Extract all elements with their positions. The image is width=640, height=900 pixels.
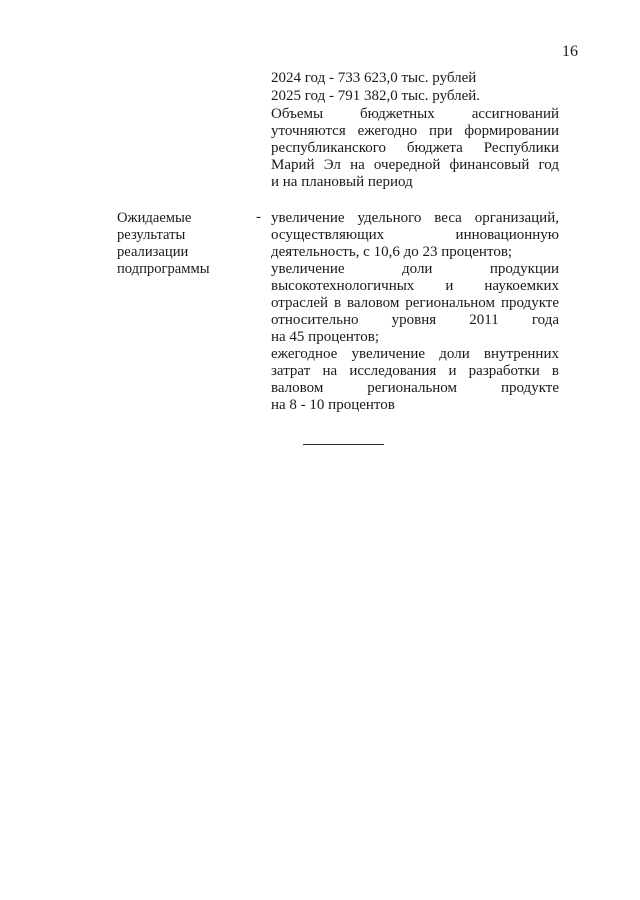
label-line: подпрограммы — [117, 261, 210, 277]
result-line: валовом региональном продукте — [271, 380, 559, 396]
funding-line: Марий Эл на очередной финансовый год — [271, 157, 559, 173]
result-line: высокотехнологичных и наукоемких — [271, 278, 559, 294]
result-line: на 8 - 10 процентов — [271, 397, 395, 413]
page-number: 16 — [562, 43, 578, 60]
result-line: относительно уровня 2011 года — [271, 312, 559, 328]
funding-line: республиканского бюджета Республики — [271, 140, 559, 156]
funding-line: и на плановый период — [271, 174, 413, 190]
end-of-section-rule — [303, 444, 384, 445]
result-line: осуществляющих инновационную — [271, 227, 559, 243]
result-line: увеличение доли продукции — [271, 261, 559, 277]
result-line: отраслей в валовом региональном продукте — [271, 295, 559, 311]
funding-line: 2024 год - 733 623,0 тыс. рублей — [271, 70, 477, 86]
result-line: увеличение удельного веса организаций, — [271, 210, 559, 226]
result-line: на 45 процентов; — [271, 329, 380, 345]
funding-line: Объемы бюджетных ассигнований — [271, 106, 559, 122]
result-line: ежегодное увеличение доли внутренних — [271, 346, 559, 362]
funding-line: 2025 год - 791 382,0 тыс. рублей. — [271, 88, 481, 104]
label-line: Ожидаемые — [117, 210, 192, 226]
result-line: затрат на исследования и разработки в — [271, 363, 559, 379]
label-separator-dash: - — [256, 209, 261, 225]
funding-line: уточняются ежегодно при формировании — [271, 123, 559, 139]
label-line: реализации — [117, 244, 189, 260]
label-line: результаты — [117, 227, 186, 243]
result-line: деятельность, с 10,6 до 23 процентов; — [271, 244, 513, 260]
